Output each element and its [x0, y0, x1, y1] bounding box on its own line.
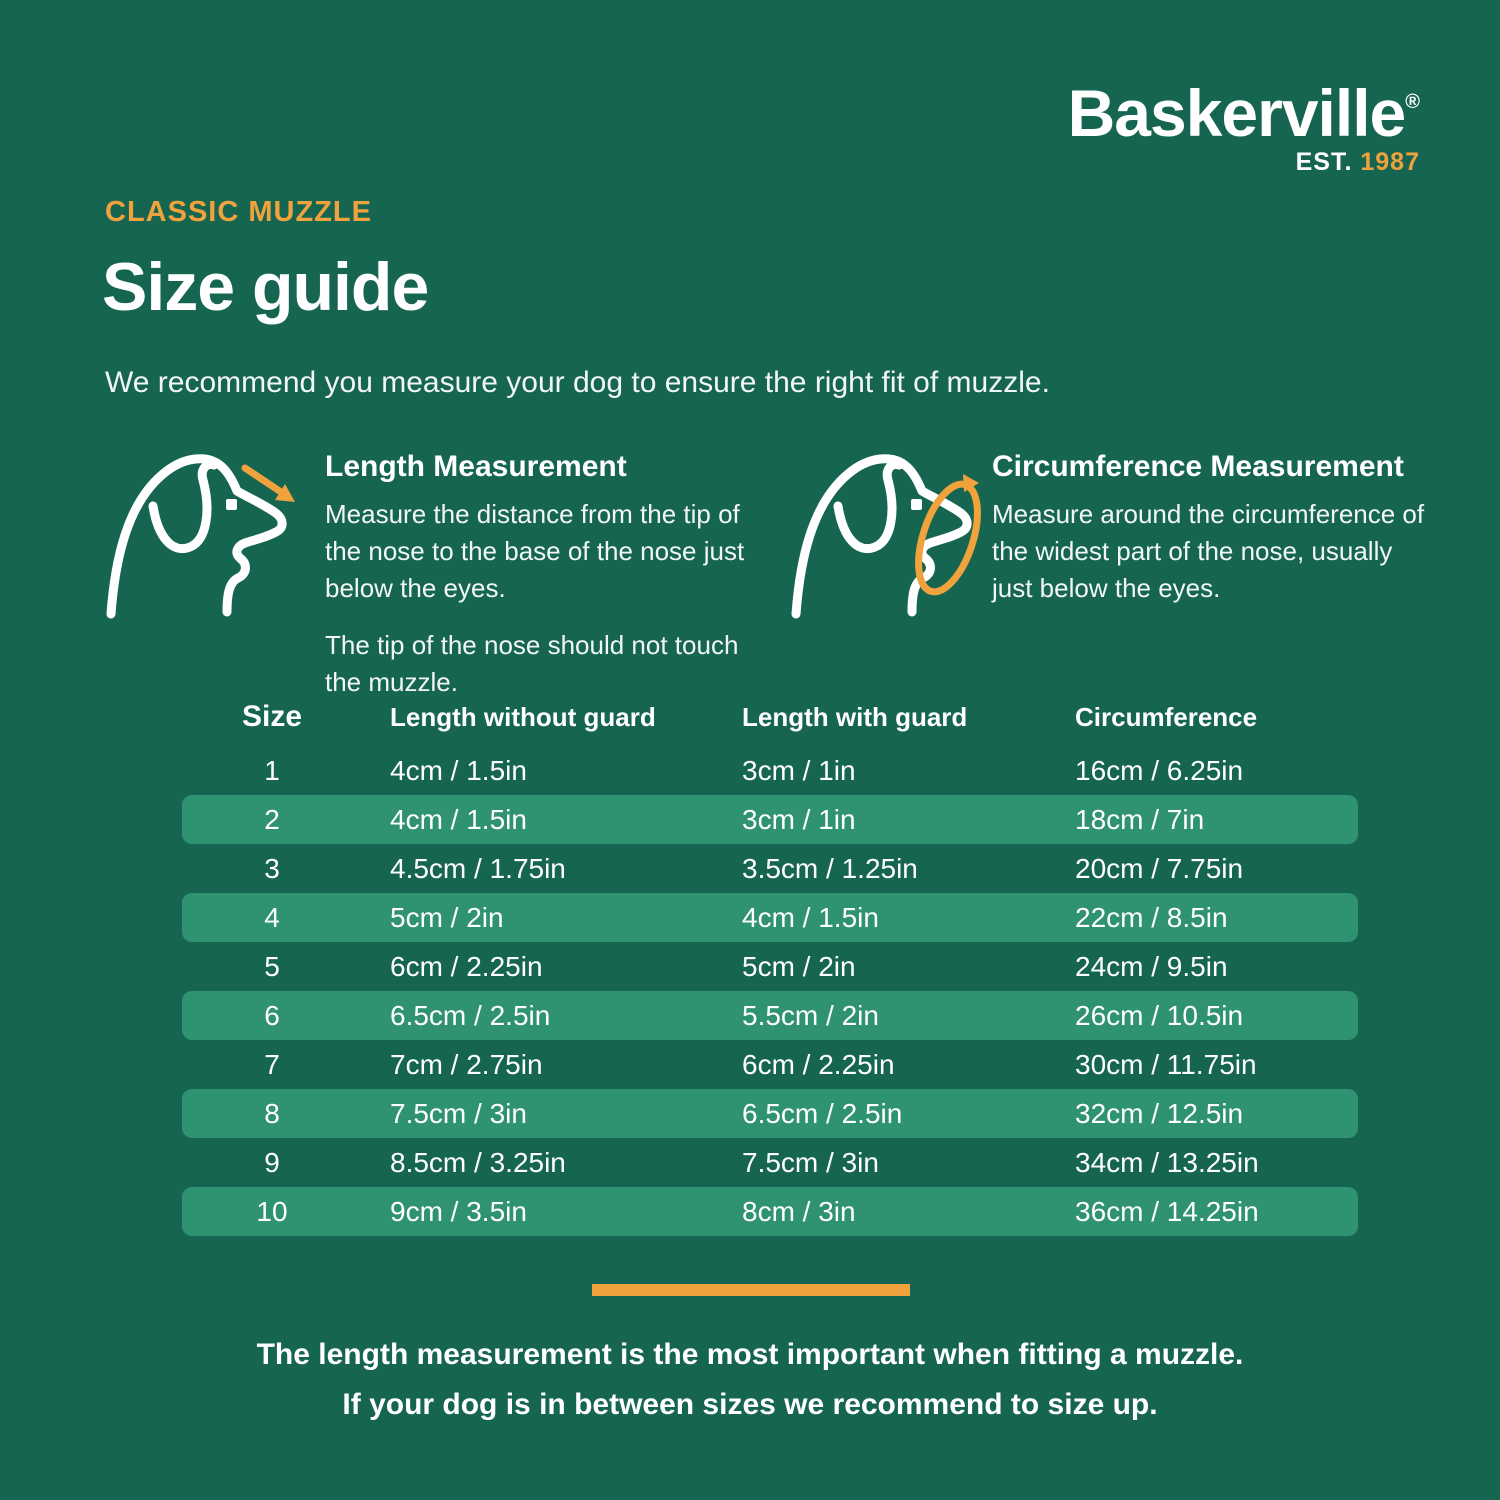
- size-table-header: [182, 688, 1358, 746]
- page-title: Size guide: [102, 249, 429, 325]
- length-without-guard-value: 4.5cm / 1.75in: [390, 852, 566, 884]
- length-without-guard-value: 6cm / 2.25in: [390, 950, 543, 982]
- size-value: 3: [264, 852, 280, 884]
- circumference-value: 34cm / 13.25in: [1075, 1146, 1259, 1178]
- size-value: 5: [264, 950, 280, 982]
- size-value: 6: [264, 999, 280, 1031]
- length-with-guard-value: 8cm / 3in: [742, 1195, 856, 1227]
- size-table: [182, 688, 1358, 1236]
- table-row: [182, 991, 1358, 1040]
- circumference-value: 24cm / 9.5in: [1075, 950, 1228, 982]
- column-header-length-without-guard: Length without guard: [390, 701, 656, 732]
- circumference-value: 32cm / 12.5in: [1075, 1097, 1244, 1129]
- size-value: 1: [264, 754, 280, 786]
- length-without-guard-value: 7.5cm / 3in: [390, 1097, 527, 1129]
- circumference-value: 22cm / 8.5in: [1075, 901, 1228, 933]
- length-without-guard-value: 8.5cm / 3.25in: [390, 1146, 566, 1178]
- length-without-guard-value: 6.5cm / 2.5in: [390, 999, 551, 1031]
- table-row: [182, 1187, 1358, 1236]
- length-measurement-paragraph-1: Measure the distance from the tip of the nose to the base of the nose just below the eyes.: [325, 499, 745, 603]
- circumference-value: 18cm / 7in: [1075, 803, 1205, 835]
- accent-divider: [592, 1284, 910, 1296]
- length-measurement-title: Length Measurement: [325, 450, 627, 483]
- dog-head-length-arrow-icon: [95, 442, 325, 632]
- length-with-guard-value: 5.5cm / 2in: [742, 999, 879, 1031]
- table-row: [182, 795, 1358, 844]
- circumference-measurement-paragraph-1: Measure around the circumference of the widest part of the nose, usually just below the eyes.: [992, 499, 1425, 603]
- circumference-measurement-title: Circumference Measurement: [992, 450, 1404, 483]
- length-with-guard-value: 4cm / 1.5in: [742, 901, 879, 933]
- circumference-value: 30cm / 11.75in: [1075, 1048, 1257, 1080]
- length-with-guard-value: 6cm / 2.25in: [742, 1048, 895, 1080]
- registered-trademark-symbol: ®: [1405, 91, 1420, 113]
- circumference-value: 26cm / 10.5in: [1075, 999, 1244, 1031]
- size-value: 8: [264, 1097, 280, 1129]
- size-value: 10: [256, 1195, 288, 1227]
- table-row: [182, 1040, 1358, 1089]
- dog-head-circumference-loop-icon: [780, 442, 1010, 632]
- length-with-guard-value: 7.5cm / 3in: [742, 1146, 879, 1178]
- footer-note-line-2: If your dog is in between sizes we recommend to size up.: [342, 1388, 1158, 1421]
- length-with-guard-value: 5cm / 2in: [742, 950, 856, 982]
- length-without-guard-value: 4cm / 1.5in: [390, 754, 527, 786]
- page-subtitle: We recommend you measure your dog to ensure the right fit of muzzle.: [105, 366, 1050, 399]
- circumference-value: 20cm / 7.75in: [1075, 852, 1244, 884]
- length-with-guard-value: 3cm / 1in: [742, 754, 856, 786]
- table-row: [182, 1138, 1358, 1187]
- table-row: [182, 942, 1358, 991]
- length-without-guard-value: 7cm / 2.75in: [390, 1048, 543, 1080]
- length-measurement-paragraph-2: The tip of the nose should not touch the muzzle.: [325, 629, 739, 697]
- table-row: [182, 746, 1358, 795]
- size-value: 9: [264, 1146, 280, 1178]
- size-value: 4: [264, 901, 280, 933]
- circumference-value: 36cm / 14.25in: [1075, 1195, 1259, 1227]
- length-measurement-section: [325, 450, 755, 701]
- column-header-length-with-guard: Length with guard: [742, 701, 968, 732]
- length-without-guard-value: 4cm / 1.5in: [390, 803, 527, 835]
- table-row: [182, 844, 1358, 893]
- length-with-guard-value: 3.5cm / 1.25in: [742, 852, 918, 884]
- table-row: [182, 893, 1358, 942]
- brand-est-label: EST.: [1295, 148, 1353, 176]
- table-row: [182, 1089, 1358, 1138]
- size-value: 2: [264, 803, 280, 835]
- length-with-guard-value: 3cm / 1in: [742, 803, 856, 835]
- product-eyebrow: CLASSIC MUZZLE: [105, 196, 372, 228]
- length-without-guard-value: 9cm / 3.5in: [390, 1195, 527, 1227]
- length-with-guard-value: 6.5cm / 2.5in: [742, 1097, 903, 1129]
- circumference-measurement-section: [992, 450, 1426, 607]
- footer-note: [0, 1330, 1500, 1430]
- length-without-guard-value: 5cm / 2in: [390, 901, 504, 933]
- brand-name: Baskerville: [1067, 76, 1406, 150]
- brand-logo: [1067, 76, 1420, 176]
- footer-note-line-1: The length measurement is the most important when fitting a muzzle.: [256, 1338, 1244, 1371]
- size-value: 7: [264, 1048, 280, 1080]
- column-header-size: Size: [241, 700, 303, 733]
- brand-est-year: 1987: [1360, 148, 1420, 176]
- column-header-circumference: Circumference: [1075, 701, 1258, 732]
- circumference-value: 16cm / 6.25in: [1075, 754, 1244, 786]
